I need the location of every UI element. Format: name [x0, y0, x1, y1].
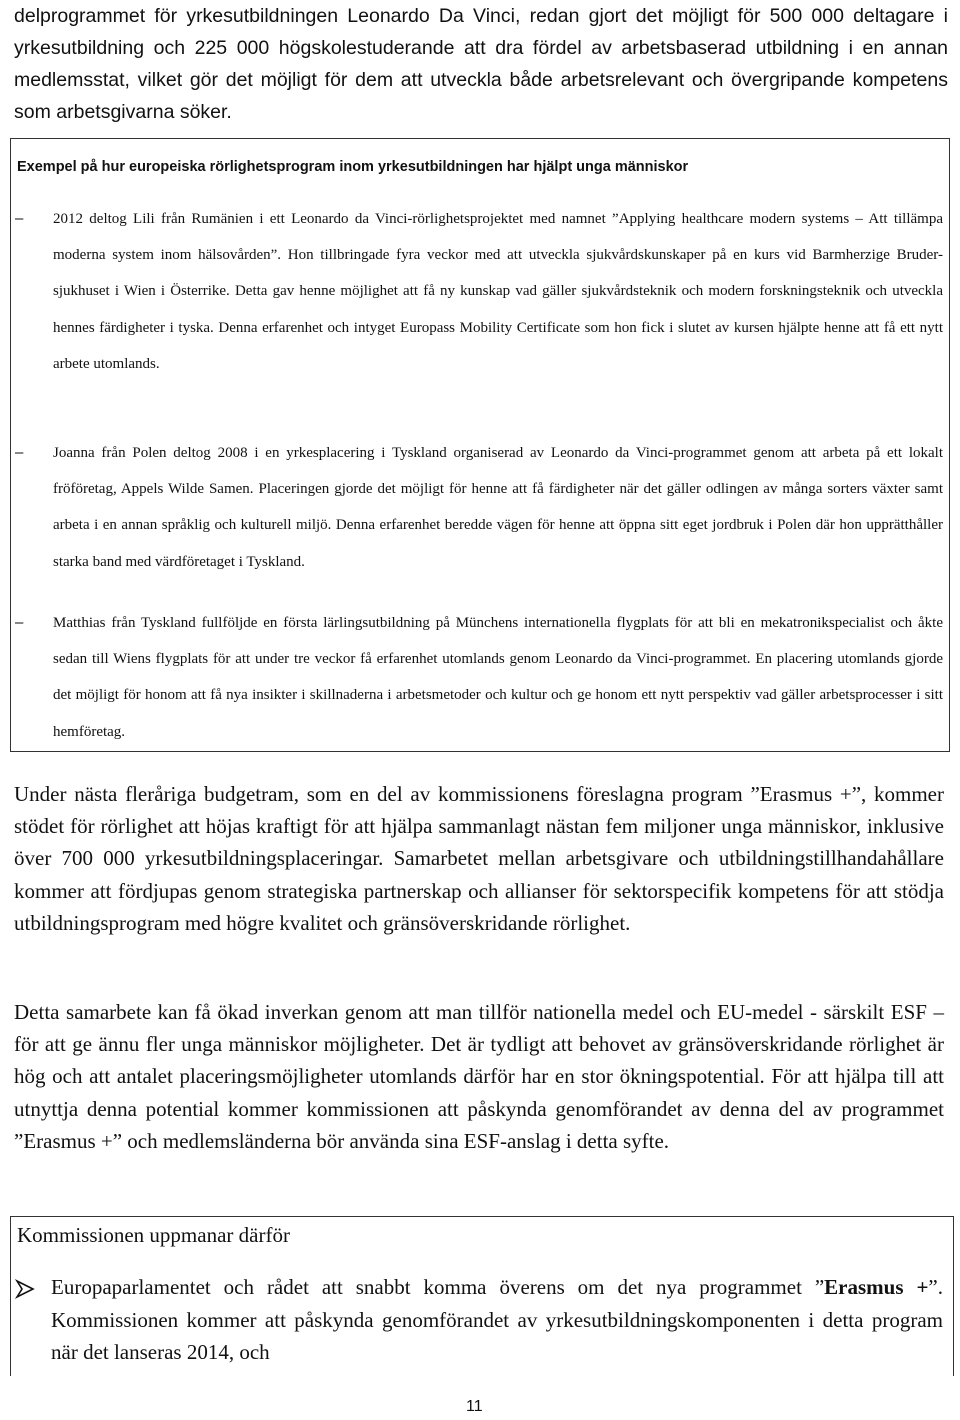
body-paragraph: Under nästa fleråriga budgetram, som en del av kommissionens föreslagna program ”Erasmus +”, kommer stödet för rörlighet att höjas kraftigt för att hjälpa sammanlagt nästan fem miljoner unga människor, inklusive över 700 000 yrkesutbildningsplaceringar. Samarbetet mellan arbetsgivare och utbildningstillhandahållare kommer att fördjupas genom strategiska partnerskap och allianser för sektorspecifik kompetens för att stödja utbildningsprogram med högre kvalitet och gränsöverskridande rörlighet. [14, 782, 944, 935]
item-text-before: Europaparlamentet och rådet att snabbt komma överens om det nya programmet ” [51, 1275, 825, 1299]
example-text: Matthias från Tyskland fullföljde en första lärlingsutbildning på Münchens internationella flygplats för att bli en mekatronikspecialist och åkte sedan till Wiens flygplats för att under tre veckor få erfarenhet utomlands genom Leonardo da Vinci-programmet. En placering utomlands gjorde det möjligt för honom att få nya insikter i skillnaderna i arbetsmetoder och kultur och ge honom ett nytt perspektiv vad gäller arbetsprocesser i sitt hemföretag. [53, 615, 943, 740]
examples-box [10, 138, 950, 752]
commission-item-text [51, 1271, 943, 1369]
page-number: 11 [466, 1398, 483, 1415]
dash-bullet: – [15, 614, 24, 631]
item-text-after: ”. Kommissionen kommer att påskynda genomförandet av yrkesutbildningskomponenten i detta program när det lanseras 2014, och [51, 1275, 943, 1364]
example-text: 2012 deltog Lili från Rumänien i ett Leonardo da Vinci-rörlighetsprojektet med namnet ”Applying healthcare modern systems – Att tillämpa moderna system inom hälsovården”. Hon tillbringade fyra veckor med att utveckla sjukvårdskunskaper på en kurs vid Barmherzige Bruder-sjukhuset i Wien i Österrike. Detta gav henne möjlighet att få ny kunskap vad gäller sjukvårdsteknik och modern forskningsteknik och utveckla hennes färdigheter i tyska. Denna erfarenhet och intyget Europass Mobility Certificate som hon fick i slutet av kursen hjälpte henne att få ett nytt arbete utomlands. [53, 211, 943, 372]
dash-bullet: – [15, 210, 24, 227]
dash-bullet: – [15, 444, 24, 461]
erasmus-program-name: Erasmus + [824, 1275, 929, 1299]
body-paragraph: Detta samarbete kan få ökad inverkan genom att man tillför nationella medel och EU-medel - särskilt ESF – för att ge ännu fler unga människor möjligheter. Det är tydligt att behovet av gränsöverskridande rörlighet är hög och att antalet placeringsmöjligheter utomlands därför har en stor ökningspotential. För att hjälpa till att utnyttja denna potential kommer kommissionen att påskynda genomförandet av denna del av programmet ”Erasmus +” och medlemsländerna bör använda sina ESF-anslag i detta syfte. [14, 1000, 944, 1153]
commission-box-intro: Kommissionen uppmanar därför [17, 1223, 290, 1247]
examples-box-title: Exempel på hur europeiska rörlighetsprogram inom yrkesutbildningen har hjälpt unga människor [17, 159, 689, 175]
commission-box [10, 1216, 954, 1376]
example-text: Joanna från Polen deltog 2008 i en yrkesplacering i Tyskland organiserad av Leonardo da Vinci-programmet genom att arbeta på ett lokalt fröföretag, Appels Wilde Samen. Placeringen gjorde det möjligt för henne att få färdigheter när det gäller odlingen av många sorters växter samt arbeta i en annan språklig och kulturell miljö. Denna erfarenhet beredde vägen för henne att öppna sitt eget jordbruk i Polen där hon upprätthåller starka band med värdföretaget i Tyskland. [53, 445, 943, 570]
arrowhead-bullet-icon [15, 1279, 35, 1299]
intro-paragraph: delprogrammet för yrkesutbildningen Leonardo Da Vinci, redan gjort det möjligt för 500 000 deltagare i yrkesutbildning och 225 000 högskolestuderande att dra fördel av arbetsbaserad utbildning i en annan medlemsstat, vilket gör det möjligt för dem att utveckla både arbetsrelevant och övergripande kompetens som arbetsgivarna söker. [14, 5, 948, 123]
